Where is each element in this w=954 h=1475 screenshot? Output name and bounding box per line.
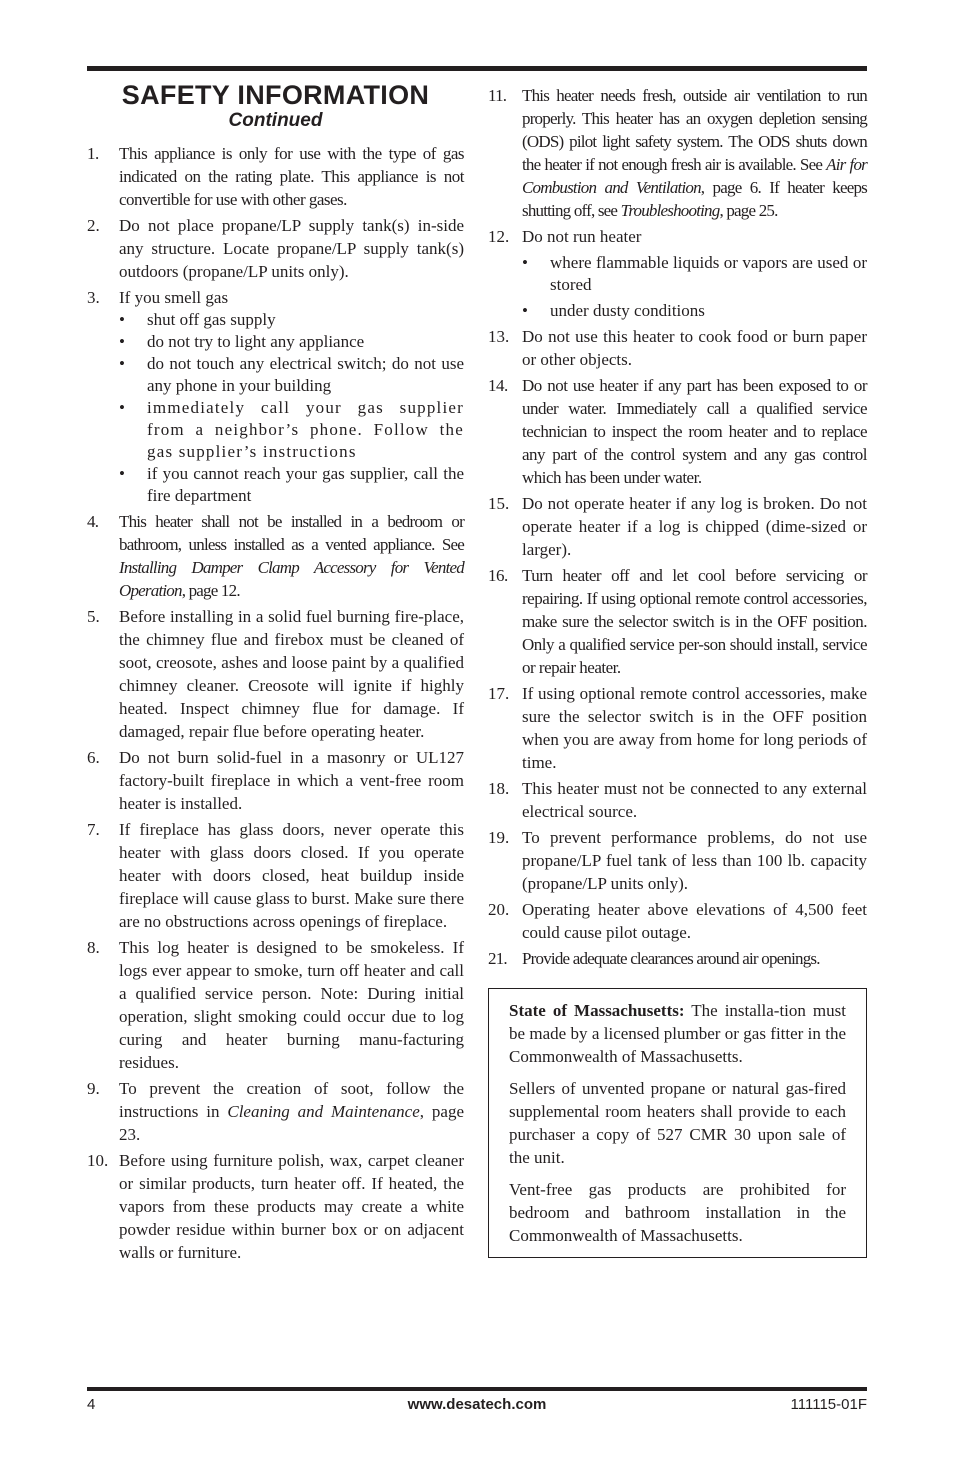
list-item: 6. Do not burn solid-fuel in a masonry or UL127 factory-built fireplace in which a vent-free room heater is installed. — [87, 748, 464, 813]
document-code: 111115-01F — [790, 1396, 867, 1413]
list-item: 11. This heater needs fresh, outside air ventilation to run properly. This heater has an oxygen depletion sensing (ODS) pilot light safety system. The ODS shuts down the heater if not enough fresh air is available. See Air for Combustion and Ventilation, page 6. If heater keeps shutting off, see Troubleshooting, page 25. — [488, 86, 868, 220]
bullet-item: • under dusty conditions — [522, 301, 705, 320]
list-item: 17. If using optional remote control accessories, make sure the selector switch is in the OFF position when you are away from home for long periods of time. — [488, 684, 867, 772]
page-number: 4 — [87, 1396, 96, 1413]
gas-smell-bullets — [119, 309, 464, 507]
list-item: 12. Do not run heater • where flammable liquids or vapors are used or stored • under dusty conditions — [488, 227, 867, 320]
list-item: 18. This heater must not be connected to any external electrical source. — [488, 779, 867, 821]
left-column — [87, 80, 464, 1267]
list-item: 3. If you smell gas • shut off gas supply • do not try to light any appliance • do not touch any electrical switch; do not use any phone in your building • immediately call your gas supplier from a neighbor’s phone. Follow the gas supplier’s instructions • if you cannot reach your gas supplier, call the fire department — [87, 288, 464, 505]
bullet-item: • immediately call your gas supplier from a neighbor’s phone. Follow the gas supplier’s instructions — [119, 398, 464, 461]
website-link[interactable]: www.desatech.com — [407, 1396, 547, 1413]
bullet-item: • shut off gas supply — [119, 310, 276, 329]
list-item: 14. Do not use heater if any part has been exposed to or under water. Immediately call a qualified service technician to inspect the room heater and to replace any part of the control system and any gas control which has been under water. — [488, 376, 867, 487]
safety-list-right — [488, 84, 867, 970]
page-title: SAFETY INFORMATION — [121, 80, 430, 110]
list-item: 21. Provide adequate clearances around air openings. — [488, 949, 820, 968]
list-item: 2. Do not place propane/LP supply tank(s) in-side any structure. Locate propane/LP supply tank(s) outdoors (propane/LP units only). — [87, 216, 464, 281]
list-item: 10. Before using furniture polish, wax, carpet cleaner or similar products, turn heater off. If heated, the vapors from these products may create a white powder residue within burner box or on adjacent walls or furniture. — [87, 1151, 464, 1262]
bullet-item: • do not touch any electrical switch; do not use any phone in your building — [119, 354, 464, 395]
list-item: 8. This log heater is designed to be smokeless. If logs ever appear to smoke, turn off heater and call a qualified service person. Note: During initial operation, slight smoking could occur due to log curing and heater burning manu-facturing residues. — [87, 938, 464, 1072]
page-subtitle: Continued — [228, 110, 323, 131]
list-item: 7. If fireplace has glass doors, never operate this heater with glass doors closed. If you operate heater with doors closed, heat buildup inside fireplace will cause glass to burst. Make sure there are no obstructions across openings of fireplace. — [87, 820, 464, 931]
list-item: 9. To prevent the creation of soot, follow the instructions in Cleaning and Maintenance, page 23. — [87, 1079, 465, 1144]
list-item: 13. Do not use this heater to cook food or burn paper or other objects. — [488, 327, 867, 369]
massachusetts-paragraph-3: Vent-free gas products are prohibited for bedroom and bathroom installation in the Commonwealth of Massachusetts. — [509, 1180, 846, 1245]
bottom-rule — [87, 1387, 867, 1391]
section-heading — [87, 80, 464, 132]
massachusetts-notice-box — [488, 988, 867, 1258]
list-item: 5. Before installing in a solid fuel burning fire-place, the chimney flue and firebox must be cleaned of soot, creosote, ashes and loose paint by a qualified chimney cleaner. Creosote will ignite if highly heated. Inspect chimney flue for damage. If damaged, repair flue before operating heater. — [87, 607, 464, 741]
bullet-item: • do not try to light any appliance — [119, 332, 365, 351]
right-column — [488, 84, 867, 1258]
page-footer — [87, 1396, 867, 1418]
massachusetts-paragraph-2: Sellers of unvented propane or natural gas-fired supplemental room heaters shall provide to each purchaser a copy of 527 CMR 30 upon sale of the unit. — [509, 1079, 846, 1167]
list-item: 1. This appliance is only for use with the type of gas indicated on the rating plate. This appliance is not convertible for use with other gases. — [87, 144, 464, 209]
list-item: 15. Do not operate heater if any log is broken. Do not operate heater if a log is chipped (dime-sized or larger). — [488, 494, 867, 559]
list-item: 20. Operating heater above elevations of 4,500 feet could cause pilot outage. — [488, 900, 867, 942]
list-item: 16. Turn heater off and let cool before servicing or repairing. If using optional remote control accessories, make sure the selector switch is in the OFF position. Only a qualified service per-son should install, service or repair heater. — [488, 566, 867, 677]
top-rule — [87, 66, 867, 71]
do-not-run-bullets — [522, 252, 867, 322]
list-item: 19. To prevent performance problems, do not use propane/LP fuel tank of less than 100 lb. capacity (propane/LP units only). — [488, 828, 867, 893]
list-item: 4. This heater shall not be installed in a bedroom or bathroom, unless installed as a vented appliance. See Installing Damper Clamp Accessory for Vented Operation, page 12. — [87, 512, 464, 600]
bullet-item: • where flammable liquids or vapors are used or stored — [522, 253, 867, 294]
safety-list-left — [87, 142, 464, 1264]
massachusetts-paragraph-1: State of Massachusetts: The installa-tion must be made by a licensed plumber or gas fitter in the Commonwealth of Massachusetts. — [509, 1001, 846, 1066]
bullet-item: • if you cannot reach your gas supplier, call the fire department — [119, 464, 464, 505]
